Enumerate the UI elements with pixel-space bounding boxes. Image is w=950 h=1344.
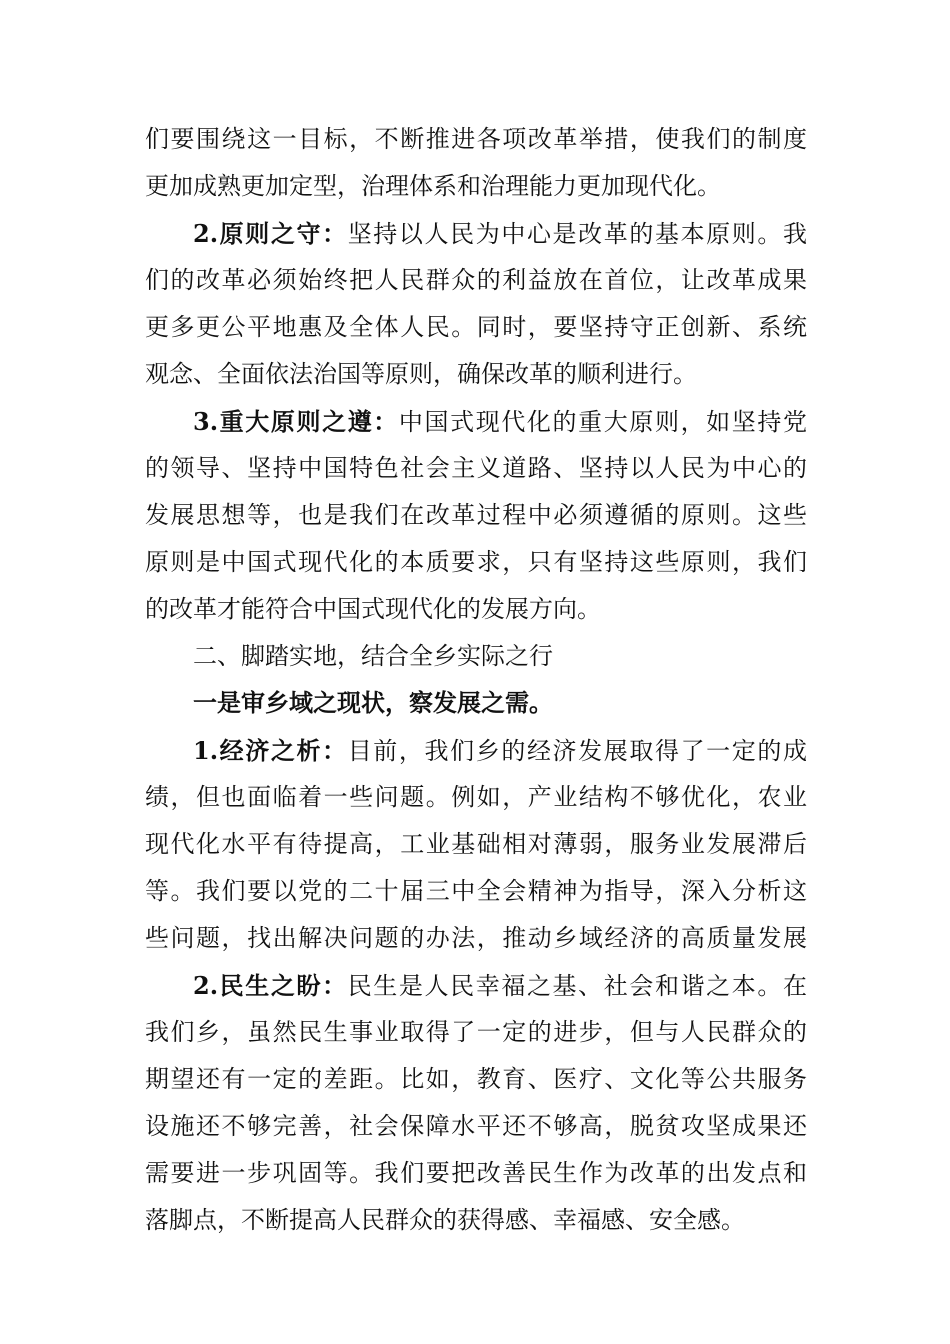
section-heading: 二、脚踏实地，结合全乡实际之行 (193, 642, 553, 670)
paragraph-line: 些问题，找出解决问题的办法，推动乡域经济的高质量发展 (145, 924, 807, 952)
paragraph-line: 设施还不够完善，社会保障水平还不够高，脱贫攻坚成果还 (145, 1112, 807, 1140)
paragraph-line: 原则是中国式现代化的本质要求，只有坚持这些原则，我们 (145, 548, 807, 576)
paragraph-line: 发展思想等，也是我们在改革过程中必须遵循的原则。这些 (145, 501, 807, 529)
paragraph-text: 民生是人民幸福之基、社会和谐之本。在 (347, 972, 808, 1000)
paragraph-lead: 1.经济之析： (193, 736, 348, 765)
paragraph-line: 需要进一步巩固等。我们要把改善民生作为改革的出发点和 (145, 1159, 807, 1187)
document-body (145, 116, 807, 1244)
paragraph-line: 的改革才能符合中国式现代化的发展方向。 (145, 595, 601, 623)
paragraph-line: 绩，但也面临着一些问题。例如，产业结构不够优化，农业 (145, 783, 807, 811)
paragraph-line (145, 398, 807, 445)
paragraph-line: 期望还有一定的差距。比如，教育、医疗、文化等公共服务 (145, 1065, 807, 1093)
paragraph-line: 们要围绕这一目标，不断推进各项改革举措，使我们的制度 (145, 125, 807, 153)
paragraph-line: 等。我们要以党的二十届三中全会精神为指导，深入分析这 (145, 877, 807, 905)
paragraph-lead: 3.重大原则之遵： (193, 407, 399, 436)
paragraph-line: 更加成熟更加定型，治理体系和治理能力更加现代化。 (145, 172, 721, 200)
paragraph-lead: 2.民生之盼： (193, 971, 348, 1000)
paragraph-line: 的领导、坚持中国特色社会主义道路、坚持以人民为中心的 (145, 454, 807, 482)
paragraph-line: 们的改革必须始终把人民群众的利益放在首位，让改革成果 (145, 266, 807, 294)
paragraph-line: 观念、全面依法治国等原则，确保改革的顺利进行。 (145, 360, 697, 388)
paragraph-line (145, 962, 807, 1009)
paragraph-text: 坚持以人民为中心是改革的基本原则。我 (347, 220, 808, 248)
paragraph-line: 现代化水平有待提高，工业基础相对薄弱，服务业发展滞后 (145, 830, 807, 858)
paragraph-line (145, 210, 807, 257)
paragraph-lead: 2.原则之守： (193, 219, 348, 248)
paragraph-line: 落脚点，不断提高人民群众的获得感、幸福感、安全感。 (145, 1206, 745, 1234)
paragraph-text: 目前，我们乡的经济发展取得了一定的成 (347, 737, 808, 765)
paragraph-line (145, 727, 807, 774)
paragraph-line: 更多更公平地惠及全体人民。同时，要坚持守正创新、系统 (145, 313, 807, 341)
paragraph-text: 中国式现代化的重大原则，如坚持党 (398, 408, 807, 436)
sub-heading: 一是审乡域之现状，察发展之需。 (193, 689, 553, 717)
paragraph-line: 我们乡，虽然民生事业取得了一定的进步，但与人民群众的 (145, 1018, 807, 1046)
